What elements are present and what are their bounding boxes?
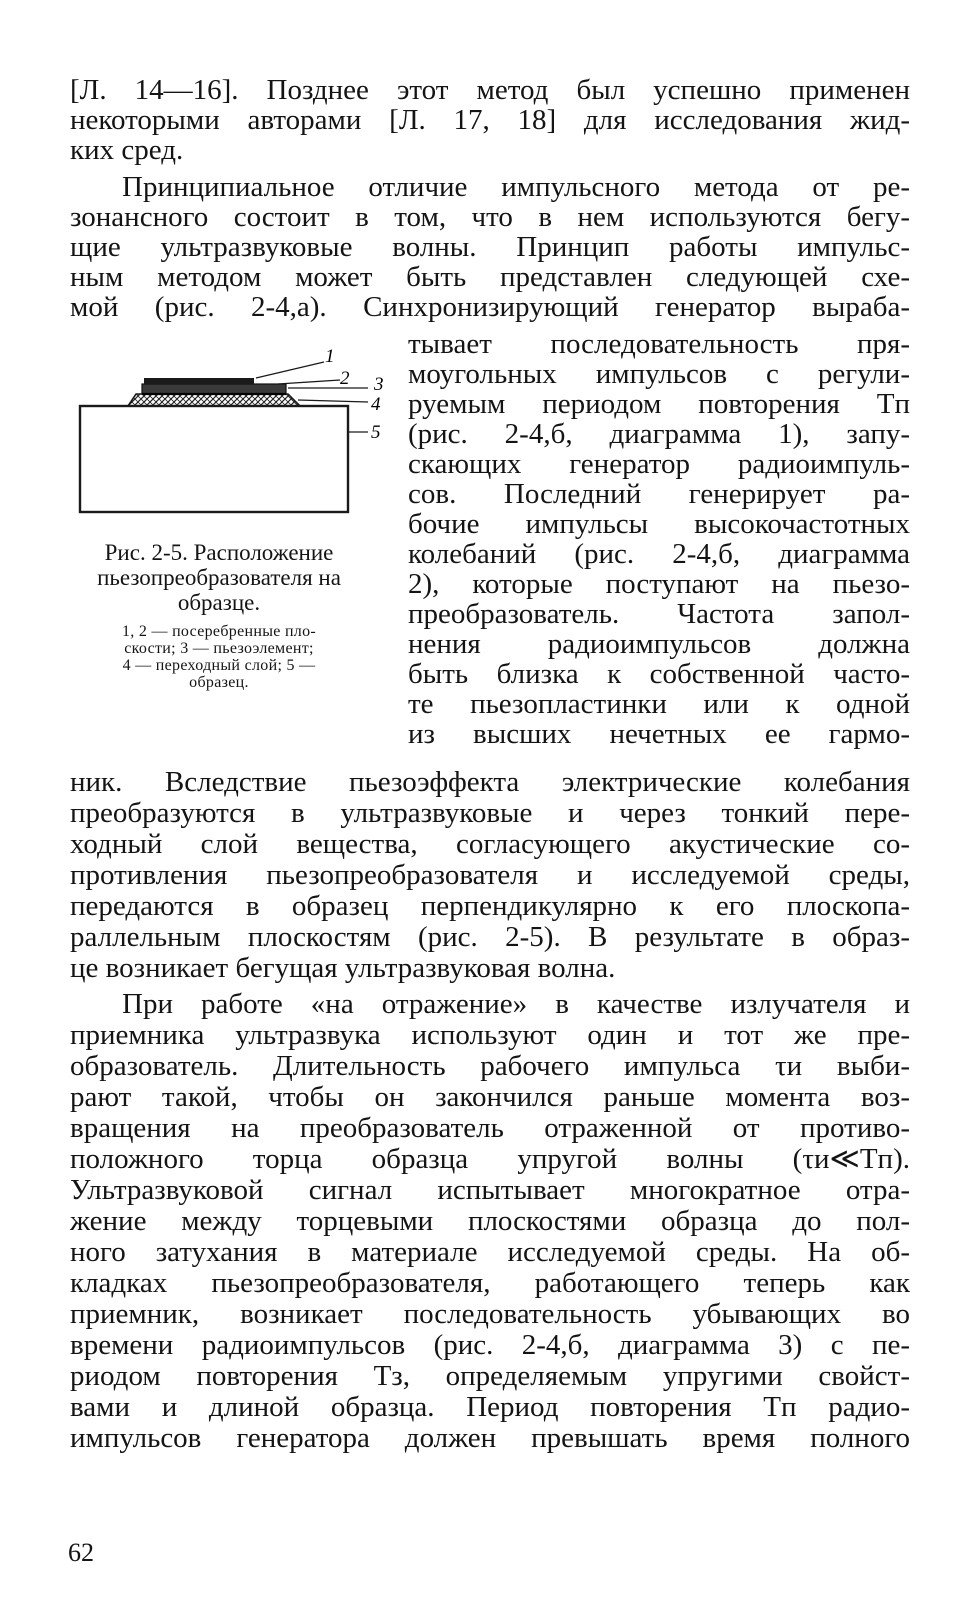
text-line: из высших нечетных ее гармо- xyxy=(408,718,910,750)
page-number: 62 xyxy=(68,1538,94,1567)
text-line: ких сред. xyxy=(70,134,184,166)
text-line: скающих генератор радиоимпуль- xyxy=(408,448,910,480)
text-line: преобразователь. Частота запол- xyxy=(408,598,910,630)
text-line: сов. Последний генерирует ра- xyxy=(408,478,910,510)
figure-label: 5 xyxy=(371,422,381,443)
transition-layer xyxy=(128,394,300,406)
text-line: приемника ультразвука используют один и тот же пре- xyxy=(70,1019,910,1051)
text-line: рают такой, чтобы он закончился раньше момента воз- xyxy=(70,1081,910,1113)
text-line: жение между торцевыми плоскостями образца до пол- xyxy=(70,1205,910,1237)
text-line: вращения на преобразователь отраженной от противо- xyxy=(70,1112,910,1144)
text-line: импульсов генератора должен превышать время полного xyxy=(70,1422,910,1454)
text-line: образователь. Длительность рабочего импульса τи выби- xyxy=(70,1050,910,1082)
text-line: це возникает бегущая ультразвуковая волна. xyxy=(70,952,616,984)
legend-line: 4 — переходный слой; 5 — xyxy=(122,657,316,674)
text-line: положного торца образца упругой волны (τи≪Tп). xyxy=(70,1143,910,1175)
text-line: кладках пьезопреобразователя, работающего теперь как xyxy=(70,1267,910,1299)
piezo-element xyxy=(142,384,286,394)
text-line: быть близка к собственной часто- xyxy=(408,658,910,690)
sample-body xyxy=(80,406,348,512)
text-line: передаются в образец перпендикулярно к его плоскопа- xyxy=(70,890,910,922)
text-line: Принципиальное отличие импульсного метода от ре- xyxy=(122,171,910,203)
text-line: раллельным плоскостям (рис. 2-5). В результате в образ- xyxy=(70,921,910,953)
text-line: [Л. 14—16]. Позднее этот метод был успешно применен xyxy=(70,74,910,106)
text-line: (рис. 2-4,б, диаграмма 1), запу- xyxy=(408,418,910,450)
caption-legend xyxy=(62,623,376,691)
caption-title-line: пьезопреобразователя на xyxy=(97,565,341,590)
text-line: нения радиоимпульсов должна xyxy=(408,628,910,660)
text-line: риодом повторения Tз, определяемым упругими свойст- xyxy=(70,1360,910,1392)
figure-caption xyxy=(62,540,376,691)
text-line: щие ультразвуковые волны. Принцип работы импульс- xyxy=(70,231,910,263)
legend-line: скости; 3 — пьезоэлемент; xyxy=(124,640,314,657)
text-line: приемник, возникает последовательность убывающих во xyxy=(70,1298,910,1330)
text-line: моугольных импульсов с регули- xyxy=(408,358,910,390)
text-line: времени радиоимпульсов (рис. 2-4,б, диаграмма 3) с пе- xyxy=(70,1329,910,1361)
text-line: колебаний (рис. 2-4,б, диаграмма xyxy=(408,538,910,570)
text-line: ным методом может быть представлен следующей схе- xyxy=(70,261,910,293)
legend-line: образец. xyxy=(189,674,249,691)
text-line: бочие импульсы высокочастотных xyxy=(408,508,910,540)
text-line: некоторыми авторами [Л. 17, 18] для исследования жид- xyxy=(70,104,910,136)
figure-label: 4 xyxy=(371,394,381,415)
text-line: руемым периодом повторения Tп xyxy=(408,388,910,420)
text-line: преобразуются в ультразвуковые и через тонкий пере- xyxy=(70,797,910,829)
text-line: 2), которые поступают на пьезо- xyxy=(408,568,910,600)
figure-label: 1 xyxy=(325,348,335,367)
text-line: мой (рис. 2-4,а). Синхронизирующий генератор выраба- xyxy=(70,291,910,323)
text-line: те пьезопластинки или к одной xyxy=(408,688,910,720)
transducer-figure xyxy=(78,348,396,516)
figure-label: 2 xyxy=(340,368,350,389)
text-line: тывает последовательность пря- xyxy=(408,328,910,360)
text-line: ник. Вследствие пьезоэффекта электрические колебания xyxy=(70,766,910,798)
text-line: ного затухания в материале исследуемой среды. На об- xyxy=(70,1236,910,1268)
silvered-surface-top xyxy=(144,378,254,384)
text-line: ходный слой вещества, согласующего акустические со- xyxy=(70,828,910,860)
text-line: противления пьезопреобразователя и исследуемой среды, xyxy=(70,859,910,891)
text-line: При работе «на отражение» в качестве излучателя и xyxy=(122,988,910,1020)
text-line: зонансного состоит в том, что в нем используются бегу- xyxy=(70,201,910,233)
text-line: вами и длиной образца. Период повторения Tп радио- xyxy=(70,1391,910,1423)
caption-title-line: образце. xyxy=(177,590,261,615)
text-line: Ультразвуковой сигнал испытывает многократное отра- xyxy=(70,1174,910,1206)
figure-label: 3 xyxy=(374,374,384,395)
legend-line: 1, 2 — посеребренные пло- xyxy=(121,623,317,640)
caption-title-line: Рис. 2-5. Расположение xyxy=(104,540,334,565)
